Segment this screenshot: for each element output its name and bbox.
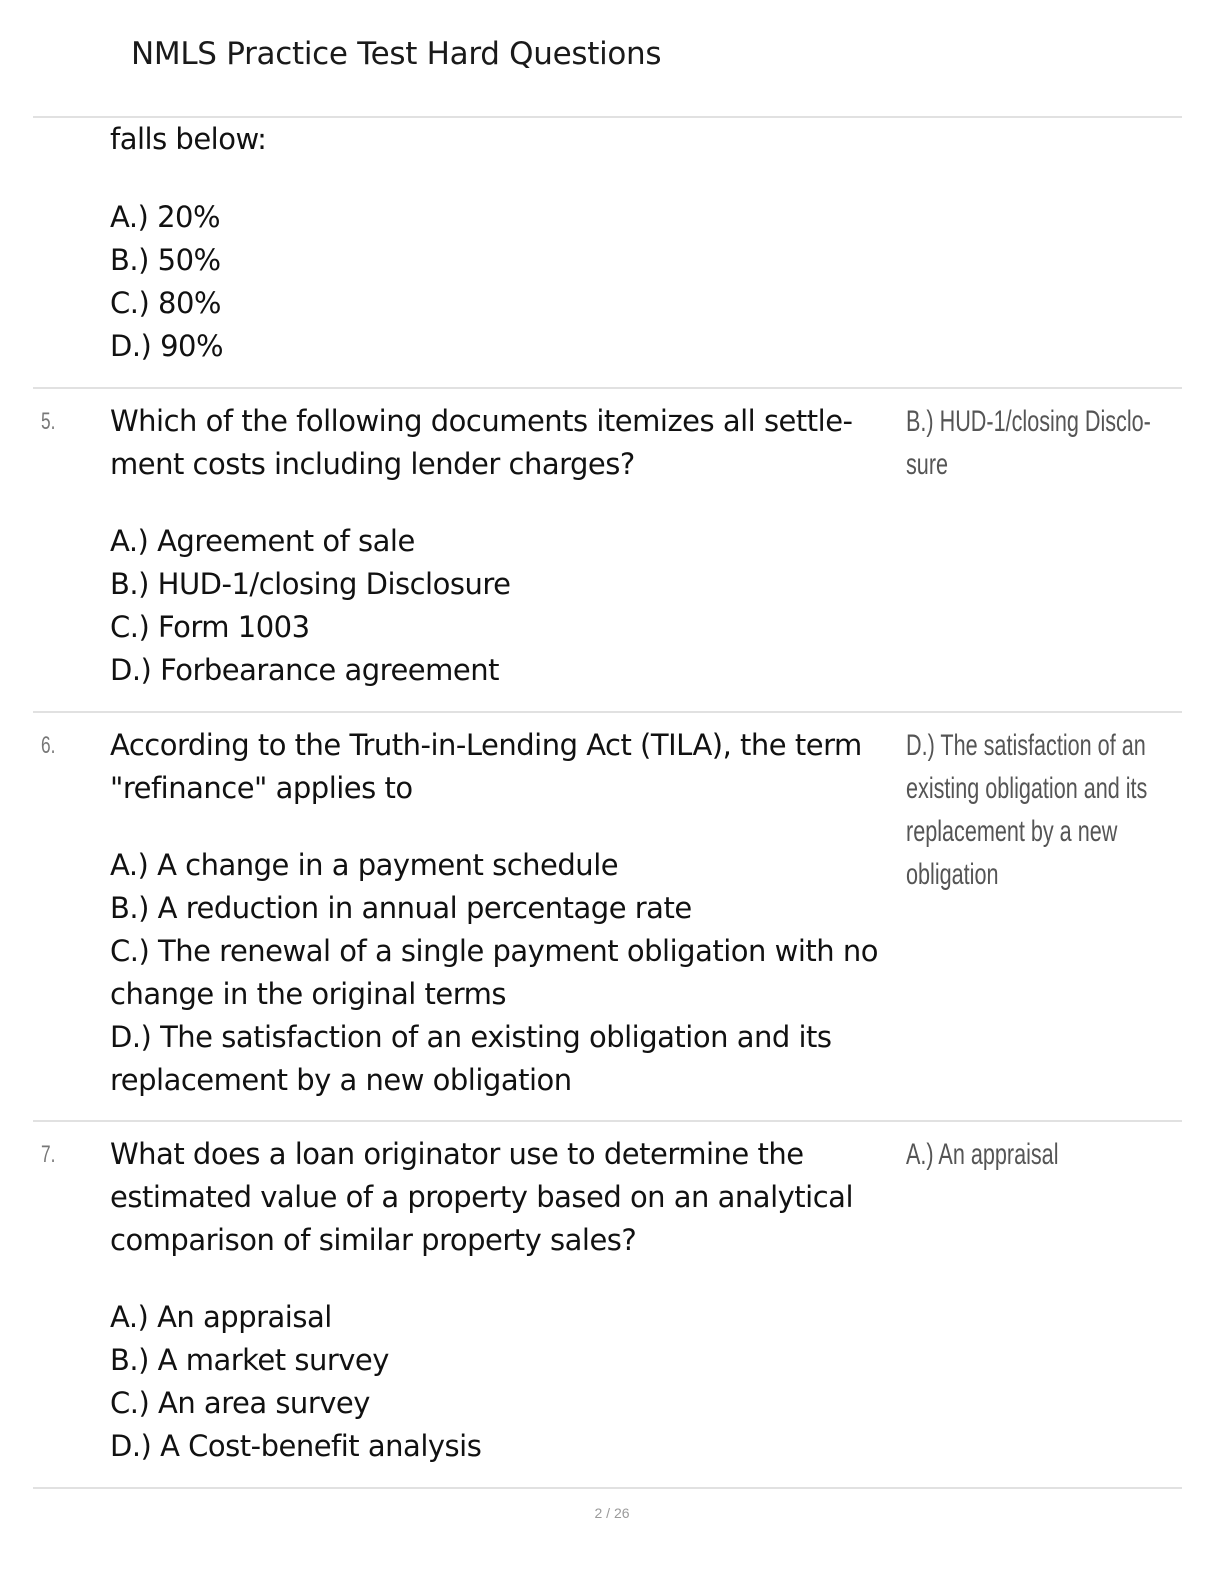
option-c: C.) Form 1003	[110, 610, 310, 644]
divider	[33, 1120, 1182, 1122]
option-b: B.) A market survey	[110, 1343, 389, 1377]
divider	[33, 711, 1182, 713]
page-number: 2 / 26	[594, 1505, 630, 1521]
options-list	[110, 844, 910, 1102]
answer-text: A.) An appraisal	[906, 1138, 1059, 1171]
divider	[33, 387, 1182, 389]
options-list	[110, 520, 910, 692]
option-a: A.) A change in a payment schedule	[110, 848, 619, 882]
answer-text: D.) The satisfaction of an existing obligation and its replacement by a new obligation	[906, 729, 1148, 891]
question-text: Which of the following documents itemizes all settle-ment costs including lender charges?	[110, 404, 853, 481]
question-number: 6.	[41, 732, 56, 759]
option-b: B.) A reduction in annual percentage rate	[110, 891, 692, 925]
option-c: C.) The renewal of a single payment obligation with no change in the original terms	[110, 934, 878, 1011]
option-d: D.) Forbearance agreement	[110, 653, 499, 687]
option-d: D.) A Cost-benefit analysis	[110, 1429, 482, 1463]
options-list	[110, 196, 910, 368]
option-d: D.) 90%	[110, 329, 224, 363]
option-a: A.) An appraisal	[110, 1300, 332, 1334]
question-number: 7.	[41, 1141, 56, 1168]
option-a: A.) 20%	[110, 200, 221, 234]
options-list	[110, 1296, 910, 1468]
answer-text: B.) HUD-1/closing Disclo-sure	[906, 405, 1151, 481]
question-text: According to the Truth-in-Lending Act (TILA), the term "refinance" applies to	[110, 728, 862, 805]
option-c: C.) 80%	[110, 286, 221, 320]
page-title: NMLS Practice Test Hard Questions	[131, 36, 662, 72]
question-text: What does a loan originator use to determine the estimated value of a property based on an analytical comparison of similar property sales?	[110, 1137, 853, 1257]
question-text: falls below:	[110, 122, 267, 156]
option-b: B.) 50%	[110, 243, 221, 277]
option-c: C.) An area survey	[110, 1386, 370, 1420]
option-d: D.) The satisfaction of an existing obligation and its replacement by a new obligation	[110, 1020, 832, 1097]
question-number: 5.	[41, 408, 56, 435]
divider	[33, 1487, 1182, 1489]
option-a: A.) Agreement of sale	[110, 524, 415, 558]
option-b: B.) HUD-1/closing Disclosure	[110, 567, 511, 601]
